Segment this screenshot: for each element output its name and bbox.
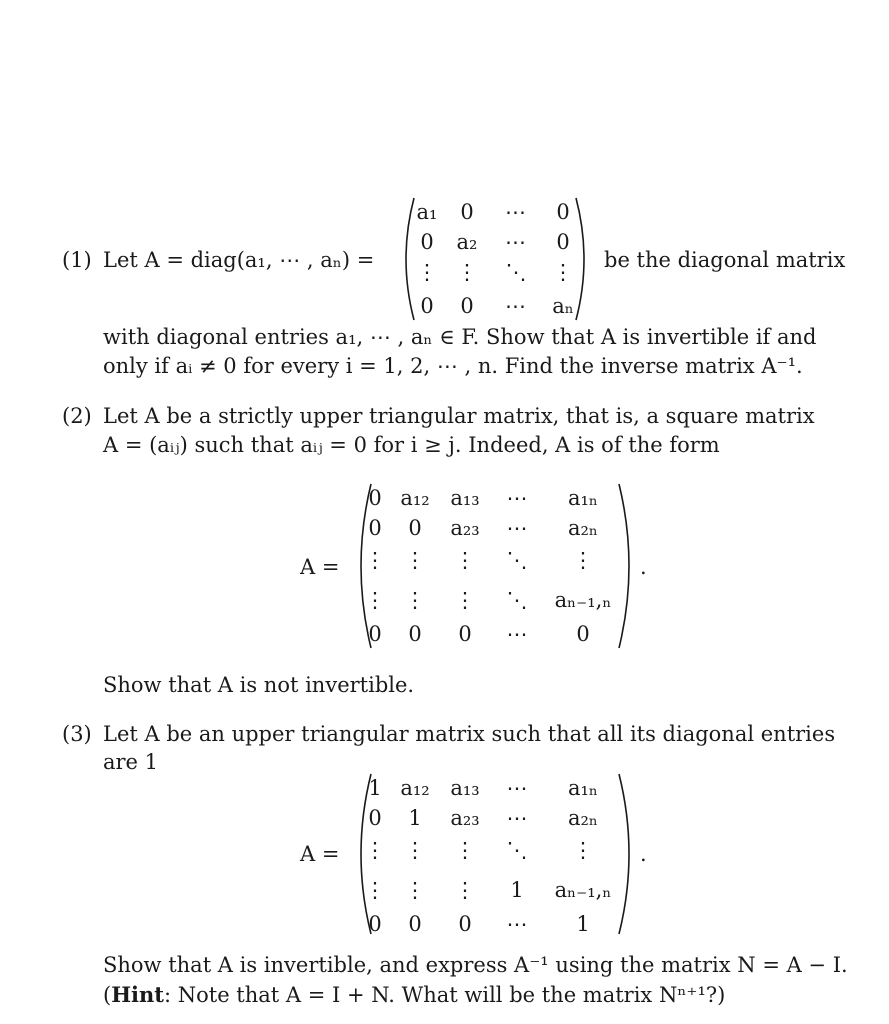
matrix-cell: 0 — [408, 912, 422, 936]
matrix-cell: 0 — [368, 622, 382, 646]
matrix-cell: ⋮ — [454, 838, 476, 862]
matrix-cell: 0 — [460, 200, 474, 224]
matrix-cell: a₁₂ — [400, 776, 430, 800]
problem-3-line-3: Show that A is invertible, and express A⁻¹ using the matrix N = A − I. — [103, 953, 848, 977]
problem-1-line-2: with diagonal entries a₁, ⋯ , aₙ ∈ F. Show that A is invertible if and — [103, 325, 817, 349]
problem-1-after-matrix: be the diagonal matrix — [604, 248, 846, 272]
matrix-cell: ⋯ — [506, 486, 528, 510]
matrix-cell: a₁ₙ — [567, 486, 599, 510]
problem-1-line-3: only if aᵢ ≠ 0 for every i = 1, 2, ⋯ , n. Find the inverse matrix A⁻¹. — [103, 354, 803, 378]
matrix-cell: 0 — [458, 912, 472, 936]
matrix-cell: ⋮ — [404, 838, 426, 862]
matrix-cell: 0 — [420, 294, 434, 318]
matrix-cell: ⋯ — [506, 806, 528, 830]
matrix-cell: 0 — [556, 200, 570, 224]
problem-2-matrix — [355, 482, 635, 650]
matrix-cell: ⋯ — [506, 516, 528, 540]
problem-2-label: (2) — [62, 404, 92, 428]
matrix-cell: 1 — [408, 806, 422, 830]
matrix-cell: ⋮ — [364, 878, 386, 902]
problem-3-lhs: A = — [300, 842, 340, 866]
matrix-cell: ⋯ — [505, 230, 527, 254]
problem-2-conclusion: Show that A is not invertible. — [103, 673, 415, 697]
matrix-cell: 1 — [510, 878, 524, 902]
matrix-cell: ⋱ — [506, 548, 528, 572]
problem-1-matrix — [400, 196, 590, 322]
matrix-cell: 1 — [576, 912, 590, 936]
problem-3-label: (3) — [62, 722, 92, 746]
matrix-cell: a₂₃ — [450, 516, 480, 540]
problem-2-line-1: Let A be a strictly upper triangular matrix, that is, a square matrix — [103, 404, 815, 428]
problem-1-lead: Let A = diag(a₁, ⋯ , aₙ) = — [103, 248, 375, 272]
matrix-cell: 0 — [556, 230, 570, 254]
matrix-cell: 0 — [408, 622, 422, 646]
matrix-cell: 0 — [368, 912, 382, 936]
matrix-cell: ⋮ — [454, 588, 476, 612]
matrix-cell: aₙ₋₁,ₙ — [554, 588, 612, 612]
matrix-cell: ⋯ — [506, 776, 528, 800]
matrix-cell: ⋮ — [454, 878, 476, 902]
matrix-cell: 0 — [460, 294, 474, 318]
matrix-cell: ⋮ — [456, 260, 478, 284]
matrix-cell: ⋮ — [364, 838, 386, 862]
matrix-cell: a₁₃ — [450, 486, 480, 510]
matrix-cell: 0 — [420, 230, 434, 254]
matrix-cell: a₁ₙ — [567, 776, 599, 800]
matrix-cell: a₂ₙ — [567, 516, 599, 540]
matrix-cell: 0 — [368, 806, 382, 830]
matrix-cell: ⋮ — [364, 588, 386, 612]
matrix-cell: ⋮ — [404, 588, 426, 612]
matrix-cell: a₁₃ — [450, 776, 480, 800]
problem-2-line-2: A = (aᵢⱼ) such that aᵢⱼ = 0 for i ≥ j. Indeed, A is of the form — [103, 433, 720, 457]
matrix-cell: aₙ₋₁,ₙ — [554, 878, 612, 902]
matrix-cell: ⋮ — [572, 838, 594, 862]
matrix-cell: ⋮ — [454, 548, 476, 572]
problem-3-line-2: are 1 — [103, 750, 159, 774]
problem-1-label: (1) — [62, 248, 92, 272]
matrix-cell: ⋯ — [505, 200, 527, 224]
matrix-cell: aₙ — [552, 294, 574, 318]
matrix-cell: ⋮ — [572, 548, 594, 572]
problem-3-period: . — [640, 842, 647, 866]
problem-3-line-1: Let A be an upper triangular matrix such that all its diagonal entries — [103, 722, 836, 746]
hint-text: : Note that A = I + N. What will be the matrix Nⁿ⁺¹?) — [164, 983, 726, 1007]
problem-3-matrix — [355, 772, 635, 936]
matrix-cell: a₂ₙ — [567, 806, 599, 830]
hint-label: Hint — [111, 982, 164, 1007]
matrix-cell: ⋱ — [506, 838, 528, 862]
matrix-cell: a₂₃ — [450, 806, 480, 830]
matrix-cell: 0 — [408, 516, 422, 540]
matrix-cell: 0 — [368, 516, 382, 540]
matrix-cell: ⋮ — [404, 548, 426, 572]
matrix-cell: ⋱ — [506, 588, 528, 612]
matrix-cell: a₁₂ — [400, 486, 430, 510]
matrix-cell: 0 — [576, 622, 590, 646]
matrix-cell: a₁ — [416, 200, 438, 224]
matrix-cell: 0 — [458, 622, 472, 646]
matrix-cell: ⋯ — [505, 294, 527, 318]
problem-2-lhs: A = — [300, 555, 340, 579]
matrix-cell: 1 — [368, 776, 382, 800]
matrix-cell: ⋱ — [505, 260, 527, 284]
matrix-cell: ⋯ — [506, 912, 528, 936]
matrix-cell: ⋯ — [506, 622, 528, 646]
matrix-cell: ⋮ — [552, 260, 574, 284]
matrix-cell: 0 — [368, 486, 382, 510]
matrix-cell: ⋮ — [416, 260, 438, 284]
matrix-cell: a₂ — [456, 230, 478, 254]
matrix-cell: ⋮ — [404, 878, 426, 902]
problem-3-hint: (Hint: Note that A = I + N. What will be the matrix Nⁿ⁺¹?) — [103, 982, 726, 1007]
matrix-cell: ⋮ — [364, 548, 386, 572]
problem-2-period: . — [640, 555, 647, 579]
